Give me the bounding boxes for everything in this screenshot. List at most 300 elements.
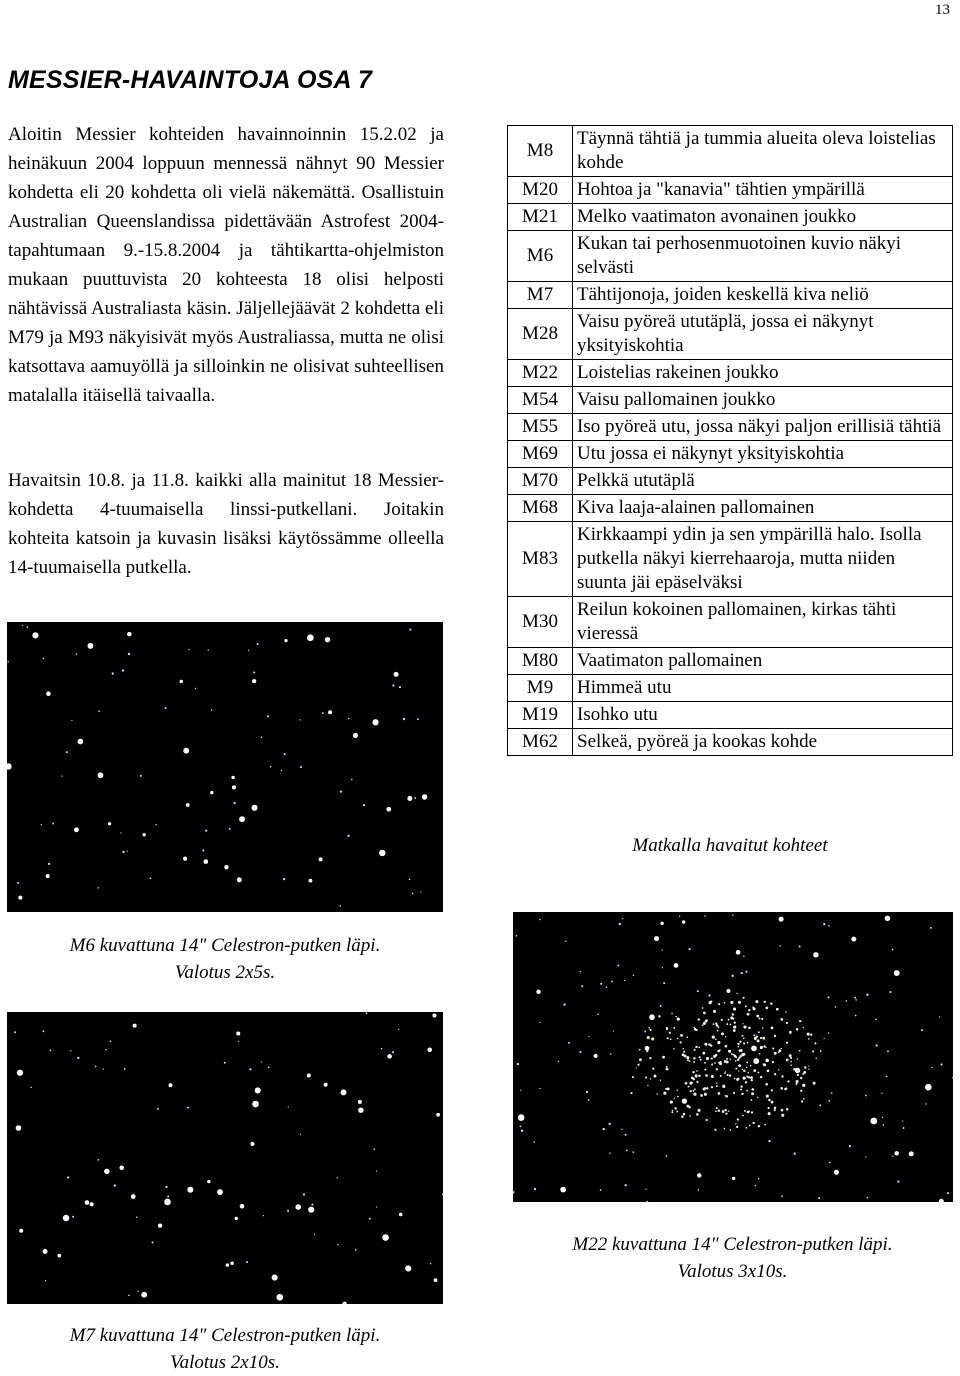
star: [703, 1012, 706, 1015]
star: [682, 920, 685, 923]
star: [855, 1015, 857, 1017]
star: [114, 1184, 116, 1186]
star: [307, 634, 314, 641]
star: [747, 1042, 749, 1044]
star: [846, 1000, 848, 1002]
star: [677, 1089, 679, 1091]
star: [732, 1177, 735, 1180]
star: [718, 1050, 720, 1052]
star: [738, 1070, 739, 1071]
star: [748, 1027, 751, 1030]
star: [337, 1177, 338, 1178]
star: [183, 748, 189, 754]
object-description: Vaisu pallomainen joukko: [573, 387, 953, 414]
star: [758, 1125, 760, 1127]
star: [751, 1092, 754, 1095]
star: [756, 1036, 758, 1038]
star: [677, 1038, 679, 1040]
star: [730, 1024, 732, 1026]
star: [694, 1049, 696, 1051]
star: [930, 927, 932, 929]
star: [692, 1071, 694, 1073]
star: [786, 1042, 788, 1044]
star: [17, 1070, 23, 1076]
star: [61, 775, 62, 776]
star: [22, 625, 23, 626]
star: [796, 1080, 799, 1083]
star: [617, 964, 619, 966]
star: [353, 733, 358, 738]
star: [767, 1070, 770, 1073]
star: [41, 824, 42, 825]
star: [539, 1022, 540, 1023]
star: [403, 718, 405, 720]
star: [799, 945, 801, 947]
star: [663, 982, 665, 984]
star: [706, 1087, 708, 1089]
star: [366, 1013, 368, 1015]
star: [828, 1100, 830, 1102]
star: [808, 1038, 810, 1040]
star: [704, 1093, 707, 1096]
star: [702, 1024, 704, 1026]
star: [563, 1003, 565, 1005]
star: [797, 1058, 798, 1059]
star: [721, 1032, 724, 1035]
star: [230, 1261, 233, 1264]
star: [722, 1085, 725, 1088]
star: [261, 1061, 262, 1062]
star: [337, 1244, 339, 1246]
m6-caption-line-2: Valotus 2x5s.: [174, 962, 276, 983]
star: [165, 707, 167, 709]
star: [727, 1074, 729, 1076]
star: [702, 1052, 705, 1055]
star: [586, 1091, 588, 1093]
star: [890, 991, 892, 993]
star: [743, 1025, 746, 1028]
star: [267, 715, 269, 717]
table-row: [508, 414, 953, 441]
star: [708, 1001, 711, 1004]
star: [734, 1021, 736, 1023]
star: [716, 1068, 718, 1070]
star: [324, 1083, 328, 1087]
star: [270, 766, 272, 768]
star: [693, 1090, 695, 1092]
star: [436, 1113, 440, 1117]
star: [725, 1045, 728, 1048]
star: [155, 824, 156, 825]
star: [855, 999, 857, 1001]
star: [721, 1019, 723, 1021]
star: [882, 1124, 884, 1126]
star: [785, 1011, 786, 1012]
object-id: M30: [508, 597, 573, 648]
star: [284, 753, 286, 755]
star: [823, 1038, 824, 1039]
star: [828, 925, 830, 927]
star: [728, 1050, 731, 1053]
object-description: Vaatimaton pallomainen: [573, 648, 953, 675]
star: [736, 950, 741, 955]
star: [796, 1028, 797, 1029]
star: [521, 1130, 523, 1132]
star: [600, 1189, 602, 1191]
star: [342, 1302, 346, 1304]
star: [793, 1068, 796, 1071]
star: [136, 1216, 138, 1218]
star: [283, 878, 285, 880]
star: [253, 671, 255, 673]
object-description: Pelkkä ututäplä: [573, 468, 953, 495]
star: [718, 1092, 721, 1095]
m7-caption-line-1: M7 kuvattuna 14" Celestron-putken läpi.: [69, 1325, 381, 1346]
star: [300, 1134, 301, 1135]
star: [695, 1074, 697, 1076]
star: [696, 1070, 698, 1072]
star: [70, 1050, 71, 1051]
table-row: [508, 282, 953, 309]
star: [157, 1108, 159, 1110]
m22-caption: [510, 1231, 955, 1285]
star: [746, 1090, 748, 1092]
star: [536, 990, 540, 994]
star: [921, 1029, 923, 1031]
star: [666, 1068, 669, 1071]
article-title: MESSIER-HAVAINTOJA OSA 7: [8, 66, 373, 94]
star: [180, 680, 183, 683]
star: [272, 1274, 278, 1280]
star: [730, 1001, 733, 1004]
star: [97, 887, 98, 888]
star: [187, 1107, 189, 1109]
star: [800, 1090, 802, 1092]
star: [939, 1016, 940, 1017]
star: [646, 1201, 648, 1202]
star: [248, 650, 249, 651]
star: [224, 865, 228, 869]
star: [687, 1086, 689, 1088]
star: [781, 1075, 783, 1077]
star: [392, 1051, 394, 1053]
star: [609, 1152, 610, 1153]
table-row: [508, 387, 953, 414]
star: [309, 879, 313, 883]
star: [671, 1013, 673, 1015]
star: [763, 1001, 765, 1003]
object-description: Hohtoa ja "kanavia" tähtien ympärillä: [573, 177, 953, 204]
star: [78, 739, 84, 745]
star: [654, 1075, 657, 1078]
star: [741, 1093, 743, 1095]
star: [897, 1180, 899, 1182]
star: [236, 1031, 240, 1035]
m6-photo: [7, 622, 443, 912]
star: [534, 1188, 536, 1190]
star: [381, 1048, 383, 1050]
star: [98, 772, 104, 778]
star: [700, 1094, 703, 1097]
table-row: [508, 702, 953, 729]
star: [768, 1140, 770, 1142]
star: [740, 1085, 742, 1087]
star: [124, 1068, 126, 1070]
star: [141, 1292, 147, 1298]
star: [696, 1081, 698, 1083]
star: [747, 1013, 750, 1016]
star: [652, 1068, 654, 1070]
object-description: Utu jossa ei näkynyt yksityiskohtia: [573, 441, 953, 468]
star: [751, 1111, 753, 1113]
object-id: M7: [508, 282, 573, 309]
star: [671, 1112, 673, 1114]
star: [619, 923, 621, 925]
star: [17, 882, 19, 884]
star: [902, 1121, 903, 1122]
star: [866, 1197, 868, 1199]
star: [875, 1044, 877, 1046]
star: [743, 1053, 746, 1056]
star: [726, 1023, 728, 1025]
star: [726, 1095, 728, 1097]
star: [741, 972, 743, 974]
star: [414, 797, 416, 799]
star: [705, 1020, 708, 1023]
star: [799, 1020, 801, 1022]
star: [580, 971, 581, 972]
star: [682, 1048, 683, 1049]
star: [772, 1061, 774, 1063]
star: [746, 1067, 747, 1068]
star: [432, 1013, 436, 1017]
star: [763, 1064, 766, 1067]
star: [892, 1156, 893, 1157]
observation-paragraph: Havaitsin 10.8. ja 11.8. kaikki alla mainitut 18 Messier-kohdetta 4-tuumaisella linssi-putkellani. Joitakin kohteita katsoin ja kuvasin lisäksi käytössämme olleella 14-tuumaisella putkella.: [8, 470, 444, 578]
m7-photo: [7, 1012, 443, 1304]
star: [680, 1034, 683, 1037]
star: [757, 1096, 759, 1098]
star: [76, 653, 77, 654]
star: [565, 940, 567, 942]
star: [713, 1010, 716, 1013]
star: [731, 975, 733, 977]
star: [211, 709, 213, 711]
object-id: M69: [508, 441, 573, 468]
object-description: Melko vaatimaton avonainen joukko: [573, 204, 953, 231]
star: [42, 1030, 44, 1032]
star: [670, 1038, 672, 1040]
star: [621, 1129, 622, 1130]
star: [743, 997, 745, 999]
star: [761, 1018, 763, 1020]
star: [666, 1155, 668, 1157]
star: [756, 1015, 759, 1018]
star: [625, 1134, 627, 1136]
star: [787, 1080, 789, 1082]
star: [152, 1242, 154, 1244]
star: [865, 1156, 866, 1157]
star: [252, 1101, 259, 1108]
star: [786, 1059, 789, 1062]
star: [18, 896, 22, 900]
star: [738, 1064, 741, 1067]
object-description: Selkeä, pyöreä ja kookas kohde: [573, 729, 953, 756]
star: [688, 948, 690, 950]
star: [799, 1050, 801, 1052]
star: [656, 1093, 658, 1095]
star: [765, 1083, 768, 1086]
object-description: Tähtijonoja, joiden keskellä kiva neliö: [573, 282, 953, 309]
m6-caption: [0, 932, 450, 986]
star: [119, 1166, 123, 1170]
star: [704, 1069, 706, 1071]
star: [683, 1051, 685, 1053]
star: [164, 1199, 171, 1206]
star: [781, 1048, 783, 1050]
object-id: M55: [508, 414, 573, 441]
star: [67, 1176, 69, 1178]
star: [647, 1085, 648, 1086]
star: [754, 1060, 757, 1063]
star: [639, 1058, 642, 1061]
star: [122, 669, 124, 671]
star: [697, 1109, 700, 1112]
star: [813, 1082, 815, 1084]
star: [724, 1002, 726, 1004]
star: [516, 935, 518, 937]
star: [610, 1053, 612, 1055]
star: [758, 1031, 760, 1033]
star: [85, 1200, 90, 1205]
star: [667, 1037, 669, 1039]
star: [870, 1118, 877, 1125]
star: [711, 1064, 713, 1066]
star: [358, 1107, 363, 1112]
star: [654, 936, 659, 941]
star: [760, 1076, 762, 1078]
star: [748, 1009, 750, 1011]
star: [108, 822, 111, 825]
star: [255, 1087, 261, 1093]
star: [778, 1052, 780, 1054]
object-id: M20: [508, 177, 573, 204]
star: [744, 1110, 746, 1112]
star: [747, 1111, 749, 1113]
star: [137, 1290, 138, 1291]
star: [660, 1005, 662, 1007]
star: [632, 1151, 634, 1153]
star: [376, 1206, 377, 1207]
star: [718, 1026, 720, 1028]
star: [737, 1058, 740, 1061]
star: [733, 1025, 736, 1028]
star: [704, 1062, 706, 1064]
star: [774, 1052, 777, 1055]
star: [723, 1128, 725, 1130]
star: [434, 1278, 438, 1282]
star: [186, 803, 190, 807]
star: [712, 1036, 715, 1039]
star: [685, 1082, 688, 1085]
object-id: M80: [508, 648, 573, 675]
star: [781, 1114, 784, 1117]
star: [187, 1187, 193, 1193]
object-id: M22: [508, 360, 573, 387]
star: [651, 1037, 654, 1040]
star: [520, 1126, 522, 1128]
star: [703, 1087, 706, 1090]
star: [758, 1178, 760, 1180]
star: [16, 1125, 22, 1131]
star: [348, 718, 349, 719]
star: [636, 1067, 637, 1068]
star: [742, 1069, 744, 1071]
star: [677, 1018, 680, 1021]
star: [882, 1117, 883, 1118]
star: [696, 1113, 699, 1116]
star: [732, 1013, 734, 1015]
star: [760, 1037, 762, 1039]
star: [718, 1003, 720, 1005]
star: [738, 1001, 741, 1004]
star: [694, 1028, 697, 1031]
star: [110, 1040, 112, 1042]
star: [743, 1042, 745, 1044]
star: [742, 1035, 744, 1037]
star: [392, 684, 394, 686]
star: [250, 1142, 254, 1146]
star: [803, 1027, 804, 1028]
star: [952, 1077, 953, 1078]
star: [724, 1095, 725, 1096]
star: [715, 1054, 718, 1057]
star: [796, 1070, 798, 1072]
object-description: Reilun kokoinen pallomainen, kirkas tähti vieressä: [573, 597, 953, 648]
star: [325, 637, 330, 642]
star: [865, 1095, 867, 1097]
star: [690, 1090, 692, 1092]
table-row: [508, 675, 953, 702]
star: [733, 1092, 735, 1094]
star: [217, 1189, 223, 1195]
star: [711, 1086, 713, 1088]
star: [686, 1056, 689, 1059]
star: [662, 967, 663, 968]
star: [751, 1046, 757, 1052]
star: [650, 1029, 652, 1031]
star: [736, 993, 738, 995]
star: [753, 1122, 755, 1124]
star: [764, 1124, 766, 1126]
star: [133, 1024, 137, 1028]
star: [257, 643, 259, 645]
star: [263, 1215, 264, 1216]
star: [351, 779, 353, 781]
star: [780, 1018, 783, 1021]
star: [387, 1054, 392, 1059]
star: [739, 1055, 742, 1058]
star: [726, 989, 730, 993]
star: [48, 863, 50, 865]
star: [26, 626, 28, 628]
star: [781, 1195, 783, 1197]
star: [30, 1087, 31, 1088]
star: [881, 1093, 882, 1094]
star: [88, 643, 94, 649]
star: [644, 1031, 646, 1033]
star: [771, 1101, 774, 1104]
